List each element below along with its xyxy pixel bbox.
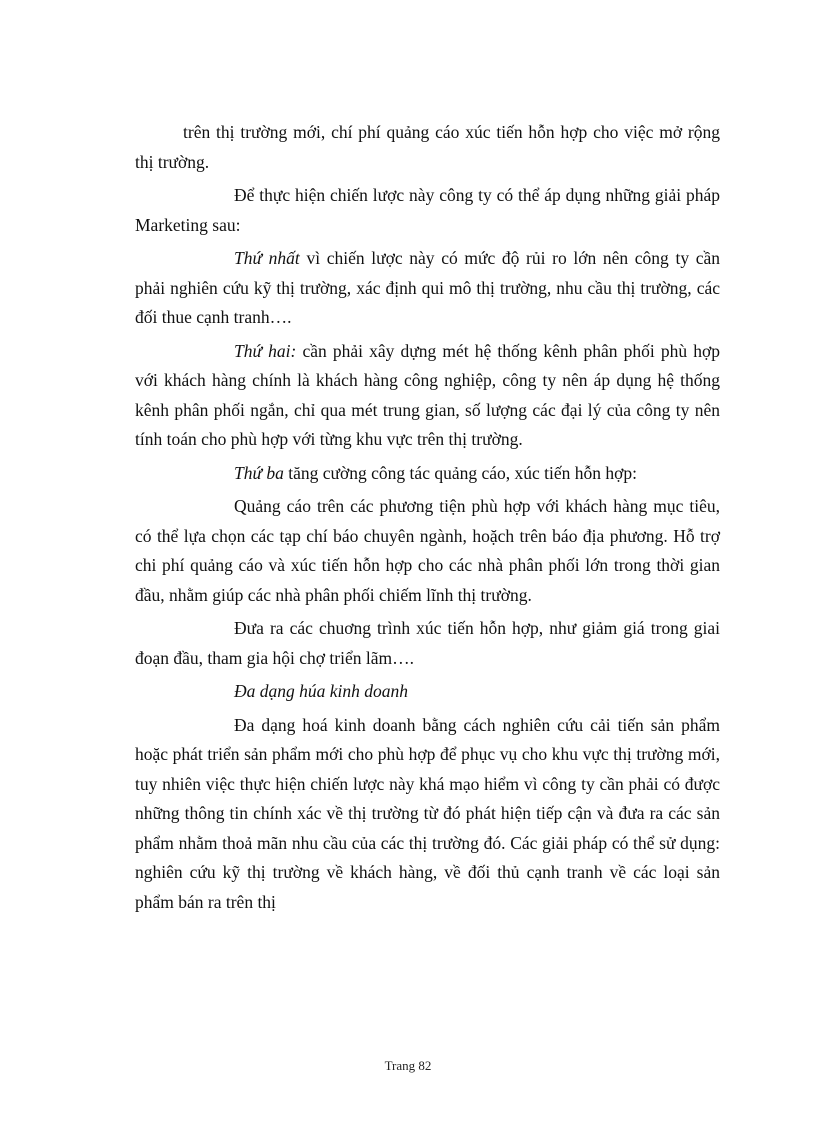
paragraph-2: Để thực hiện chiến lược này công ty có thể áp dụng những giải pháp Marketing sau: — [135, 185, 720, 235]
paragraph-3: Thứ nhất vì chiến lược này có mức độ rủi ro lớn nên công ty cần phải nghiên cứu kỹ thị trường, xác định qui mô thị trường, nhu cầu thị trường, các đối thue cạnh tranh…. — [135, 248, 721, 327]
page-number: Trang 82 — [384, 1058, 432, 1073]
paragraph-7: Đưa ra các chuơng trình xúc tiến hỗn hợp, như giảm giá trong giai đoạn đầu, tham gia hội chợ triển lãm…. — [135, 618, 720, 668]
lead-second: Thứ hai: — [234, 340, 297, 361]
paragraph-8: Đa dạng hoá kinh doanh bằng cách nghiên cứu cải tiến sản phẩm hoặc phát triển sản phẩm mới cho phù hợp để phục vụ cho khu vực thị trường mới, tuy nhiên việc thực hiện chiến lược này khá mạo hiểm vì công ty cần phải có được những thông tin chính xác về thị trường từ đó phát hiện tiếp cận và đưa ra các sản phẩm nhằm thoả mãn nhu cầu của các thị trường đó. Các giải pháp có thể sử dụng: nghiên cứu kỹ thị trường về khách hàng, về đối thủ cạnh tranh về các loại sản phẩm bán ra trên thị — [135, 714, 720, 912]
paragraph-4: Thứ hai: cần phải xây dựng mét hệ thống kênh phân phối phù hợp với khách hàng chính là khách hàng công nghiệp, công ty nên áp dụng hệ thống kênh phân phối ngắn, chỉ qua mét trung gian, số lượng các đại lý của công ty nên tính toán cho phù hợp với từng khu vực trên thị trường. — [135, 340, 720, 449]
section-heading: Đa dạng húa kinh doanh — [234, 681, 409, 701]
paragraph-5: Thứ ba tăng cường công tác quảng cáo, xúc tiến hỗn hợp: — [234, 462, 638, 483]
paragraph-6: Quảng cáo trên các phương tiện phù hợp với khách hàng mục tiêu, có thể lựa chọn các tạp chí báo chuyên ngành, hoặch trên báo địa phương. Hỗ trợ chi phí quảng cáo và xúc tiến hỗn hợp cho các nhà phân phối lớn trong thời gian đầu, nhằm giúp các nhà phân phối chiếm lĩnh thị trường. — [135, 496, 720, 605]
document-body — [135, 118, 720, 921]
lead-third: Thứ ba — [234, 462, 284, 483]
lead-first: Thứ nhất — [234, 248, 300, 268]
paragraph-1: trên thị trường mới, chí phí quảng cáo xúc tiến hỗn hợp cho việc mở rộng thị trường. — [135, 122, 720, 172]
